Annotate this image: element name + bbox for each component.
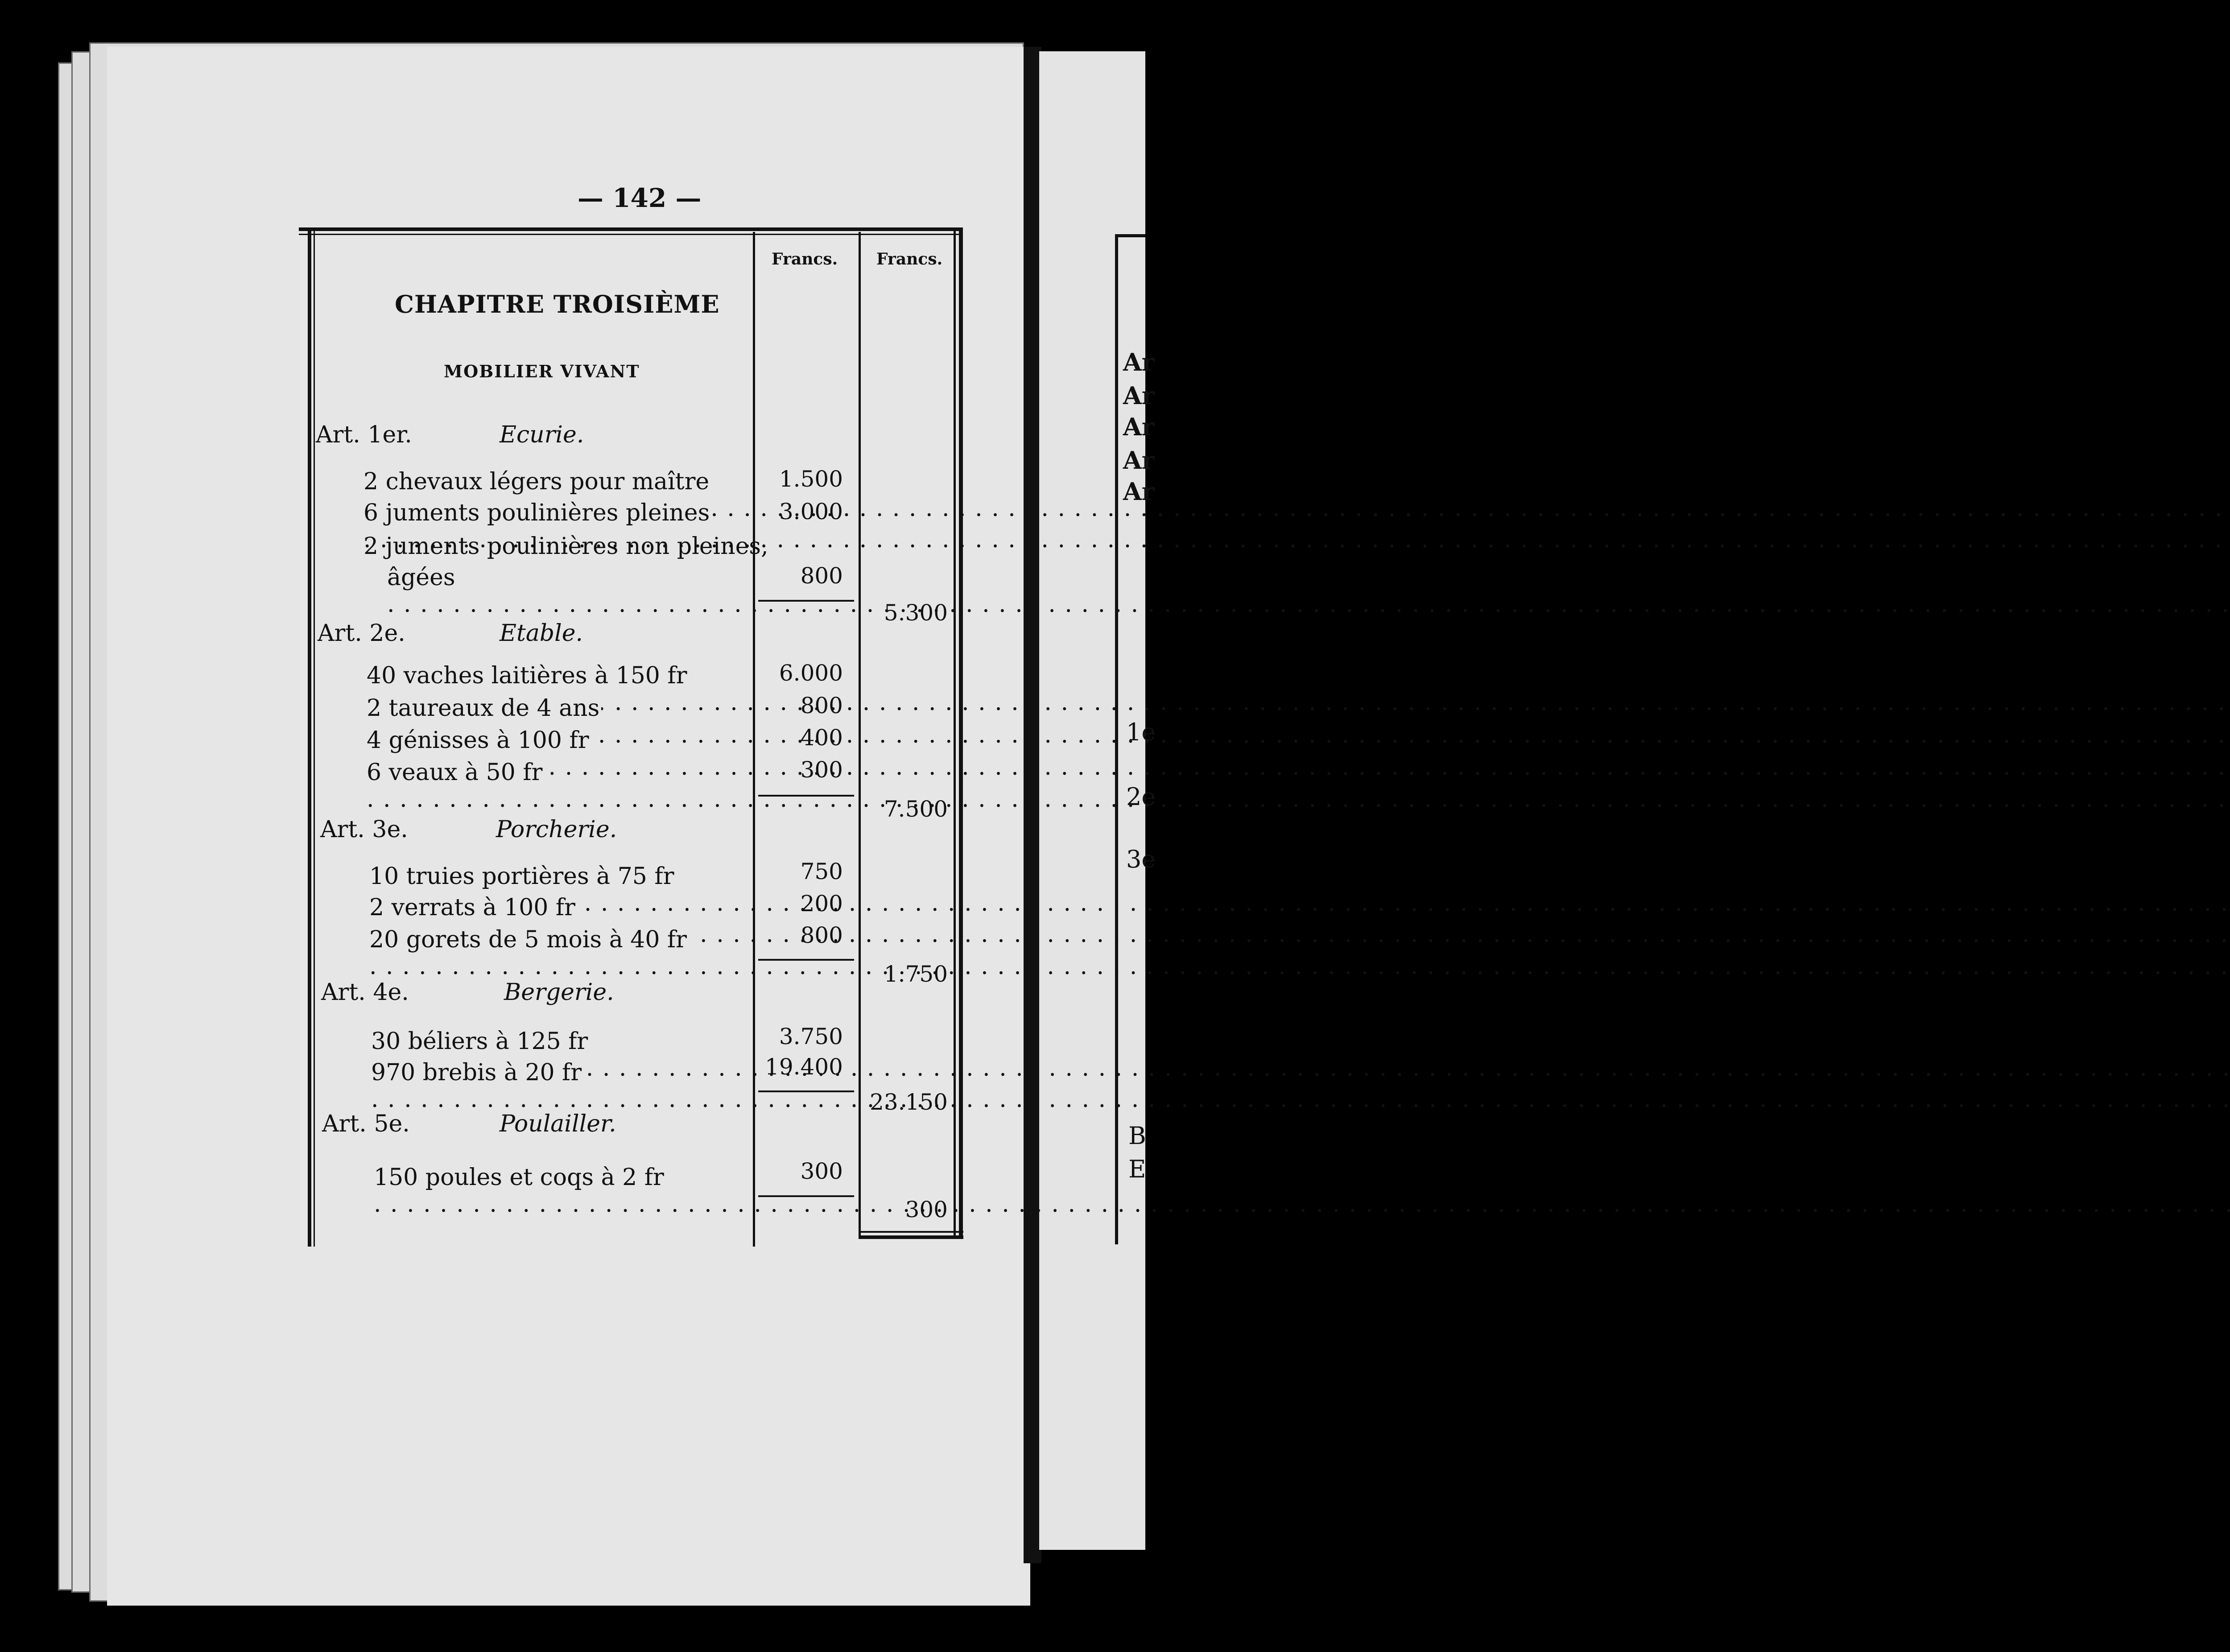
item-value: 200 <box>800 891 843 917</box>
article-total: 1.750 <box>884 961 948 987</box>
article-title: Bergerie. <box>504 979 614 1006</box>
section-title: MOBILIER VIVANT <box>444 361 640 381</box>
article-number: Art. 3e. <box>320 816 408 843</box>
list-item: 2 verrats à 100 fr . . . <box>369 894 747 921</box>
item-value: 400 <box>800 725 843 751</box>
article-number: Art. 4e. <box>321 979 409 1006</box>
item-value: 1.500 <box>779 466 843 492</box>
facing-fragment: 1e <box>1126 718 1156 746</box>
list-item: 2 juments poulinières non pleines, <box>363 533 768 560</box>
subtotal-rule <box>758 1195 854 1197</box>
article-total: 300 <box>905 1197 948 1222</box>
article-title: Porcherie. <box>496 816 617 843</box>
table-bottom-border <box>859 1235 963 1239</box>
list-item: 6 juments poulinières pleines . . . <box>363 500 747 526</box>
list-item: 20 gorets de 5 mois à 40 fr . . . <box>369 926 747 953</box>
facing-fragment: B <box>1128 1122 1146 1150</box>
facing-table-border <box>1115 234 1145 237</box>
article-total: 7.500 <box>884 796 948 822</box>
table-bottom-border <box>859 1231 963 1233</box>
item-value: 19.400 <box>765 1054 843 1080</box>
item-value: 6.000 <box>779 660 843 686</box>
article-title: Poulailler. <box>500 1111 616 1137</box>
subtotal-rule <box>758 600 854 602</box>
item-value: 800 <box>800 693 843 719</box>
facing-fragment: 3e <box>1126 845 1156 873</box>
table-top-border <box>299 227 961 231</box>
table-left-border <box>308 230 311 1247</box>
article-total: 5.300 <box>884 600 948 626</box>
item-value: 800 <box>800 563 843 589</box>
item-value: 750 <box>800 859 843 884</box>
facing-fragment: 2e <box>1126 783 1156 811</box>
list-item: âgées . . . <box>387 564 747 591</box>
list-item: 2 taureaux de 4 ans . . . <box>367 695 747 722</box>
item-value: 3.750 <box>779 1024 843 1049</box>
article-total: 23.150 <box>870 1089 948 1115</box>
list-item: 30 béliers à 125 fr . . . <box>371 1028 747 1055</box>
item-value: 300 <box>800 1158 843 1184</box>
list-item: 4 génisses à 100 fr . . . <box>367 727 747 754</box>
subtotal-rule <box>758 1090 854 1092</box>
facing-fragment: Ar <box>1123 446 1155 475</box>
facing-fragment: Ar <box>1123 413 1155 441</box>
article-number: Art. 2e. <box>318 620 405 647</box>
article-number: Art. 1er. <box>316 421 412 448</box>
list-item: 6 veaux à 50 fr . . . <box>367 759 747 786</box>
chapter-title: CHAPITRE TROISIÈME <box>395 290 720 318</box>
item-value: 800 <box>800 922 843 948</box>
table-top-border <box>299 234 961 235</box>
article-number: Art. 5e. <box>322 1111 410 1137</box>
column-header-francs: Francs. <box>876 250 943 268</box>
item-value: 300 <box>800 757 843 783</box>
list-item: 150 poules et coqs à 2 fr . . . <box>374 1164 747 1191</box>
facing-fragment: Ar <box>1123 477 1155 506</box>
facing-fragment: Ar <box>1123 381 1155 410</box>
subtotal-rule <box>758 959 854 961</box>
list-item: 2 chevaux légers pour maître . . . <box>363 468 747 495</box>
facing-fragment: E <box>1128 1155 1146 1183</box>
list-item: 40 vaches laitières à 150 fr . . . <box>367 662 747 689</box>
article-title: Etable. <box>500 620 583 647</box>
subtotal-rule <box>758 795 854 797</box>
column-header-francs: Francs. <box>772 250 838 268</box>
list-item: 970 brebis à 20 fr . . . <box>371 1059 747 1086</box>
article-title: Ecurie. <box>500 421 584 448</box>
page-number: — 142 — <box>578 183 702 213</box>
item-value: 3.000 <box>779 499 843 525</box>
list-item: 10 truies portières à 75 fr . . . <box>369 863 747 890</box>
facing-fragment: Ar <box>1123 348 1155 376</box>
table-left-border <box>314 230 315 1247</box>
